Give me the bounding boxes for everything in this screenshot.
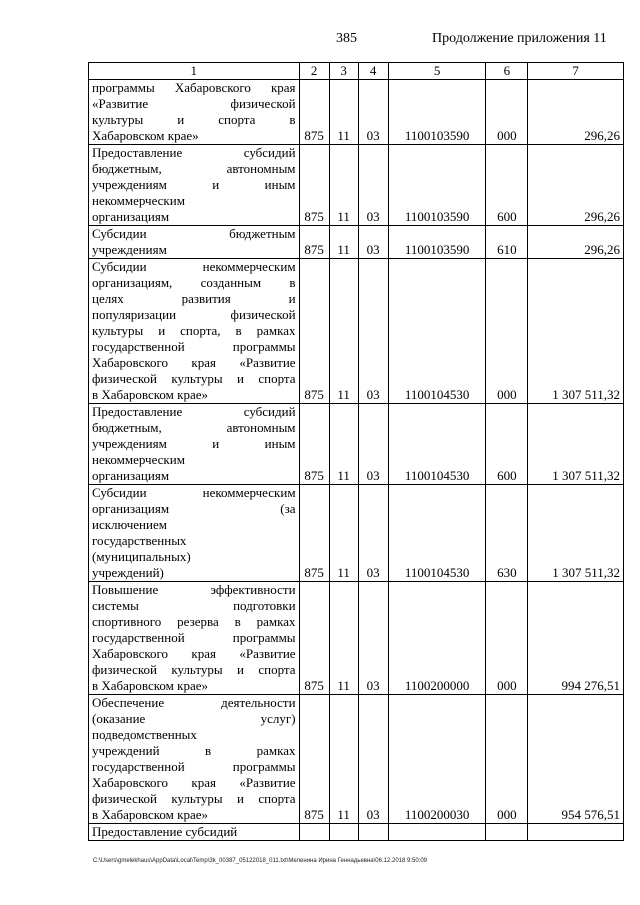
expense-name-line: физической культуры и спорта: [92, 791, 296, 806]
expense-type-cell: 600: [486, 404, 528, 485]
expense-name-line: Хабаровского края «Развитие: [92, 646, 296, 661]
amount-cell: 994 276,51: [528, 582, 624, 695]
expense-name-line: учреждений): [92, 565, 164, 580]
target-article-cell: 1100200000: [388, 582, 486, 695]
column-header: 7: [528, 63, 624, 80]
expense-name-line: Предоставление субсидий: [92, 145, 296, 160]
target-article-cell: [388, 824, 486, 841]
expense-name-line: Субсидии некоммерческим: [92, 259, 296, 274]
expense-name-cell: [89, 485, 300, 582]
section-code-cell: 11: [329, 485, 358, 582]
expense-type-cell: 000: [486, 80, 528, 145]
expense-type-cell: 000: [486, 582, 528, 695]
expense-name-line: учреждениям и иным: [92, 436, 296, 451]
table-row: [89, 226, 624, 259]
table-row: [89, 404, 624, 485]
expense-name-line: Хабаровского края «Развитие: [92, 775, 296, 790]
expense-name-line: государственных: [92, 533, 187, 548]
expense-name-line: целях развития и: [92, 291, 296, 306]
ministry-code-cell: [299, 824, 329, 841]
table-row: [89, 485, 624, 582]
expense-name-cell: [89, 145, 300, 226]
amount-cell: 296,26: [528, 80, 624, 145]
expense-name-line: бюджетным, автономным: [92, 420, 296, 435]
table-header-row: [89, 63, 624, 80]
amount-cell: 296,26: [528, 145, 624, 226]
expense-name-line: организациям, созданным в: [92, 275, 296, 290]
expense-name-line: Предоставление субсидий: [92, 824, 238, 839]
column-header: 4: [358, 63, 388, 80]
expense-name-line: подведомственных: [92, 727, 197, 742]
expense-name-line: (муниципальных): [92, 549, 191, 564]
ministry-code-cell: 875: [299, 80, 329, 145]
expense-type-cell: 000: [486, 259, 528, 404]
expense-name-line: учреждениям: [92, 242, 167, 257]
amount-cell: 954 576,51: [528, 695, 624, 824]
expense-name-line: учреждений в рамках: [92, 743, 296, 758]
expense-name-line: (оказание услуг): [92, 711, 296, 726]
expense-name-line: организациям: [92, 209, 170, 224]
expense-name-line: Обеспечение деятельности: [92, 695, 296, 710]
ministry-code-cell: 875: [299, 145, 329, 226]
expense-name-line: культуры и спорта, в рамках: [92, 323, 296, 338]
target-article-cell: 1100103590: [388, 145, 486, 226]
amount-cell: 296,26: [528, 226, 624, 259]
expense-name-cell: [89, 582, 300, 695]
expense-name-line: Хабаровского края «Развитие: [92, 355, 296, 370]
expense-name-line: Повышение эффективности: [92, 582, 296, 597]
section-code-cell: [329, 824, 358, 841]
section-code-cell: 11: [329, 404, 358, 485]
ministry-code-cell: 875: [299, 259, 329, 404]
table-row: [89, 695, 624, 824]
expense-type-cell: 630: [486, 485, 528, 582]
expense-type-cell: 610: [486, 226, 528, 259]
expense-name-line: государственной программы: [92, 339, 296, 354]
file-path-footer: C:\Users\gmelekhaus\AppData\Local\Temp\3k_00387_05122018_011.txt\Меленина Ирина Геннадьевна\06.12.2018 9:50:09: [93, 858, 428, 864]
column-header: 1: [89, 63, 300, 80]
section-code-cell: 11: [329, 226, 358, 259]
expense-name-line: бюджетным, автономным: [92, 161, 296, 176]
ministry-code-cell: 875: [299, 695, 329, 824]
section-code-cell: 11: [329, 80, 358, 145]
expense-name-line: физической культуры и спорта: [92, 371, 296, 386]
section-code-cell: 11: [329, 582, 358, 695]
appendix-title: Продолжение приложения 11: [432, 31, 607, 46]
expense-name-line: физической культуры и спорта: [92, 662, 296, 677]
expense-name-line: Предоставление субсидий: [92, 404, 296, 419]
ministry-code-cell: 875: [299, 226, 329, 259]
ministry-code-cell: 875: [299, 485, 329, 582]
subsection-code-cell: [358, 824, 388, 841]
column-header: 2: [299, 63, 329, 80]
table-row: [89, 259, 624, 404]
target-article-cell: 1100104530: [388, 259, 486, 404]
expense-type-cell: [486, 824, 528, 841]
target-article-cell: 1100200030: [388, 695, 486, 824]
expense-name-cell: [89, 226, 300, 259]
expense-name-line: культуры и спорта в: [92, 112, 296, 127]
expense-name-cell: [89, 695, 300, 824]
amount-cell: 1 307 511,32: [528, 404, 624, 485]
ministry-code-cell: 875: [299, 404, 329, 485]
expense-name-line: Субсидии бюджетным: [92, 226, 296, 241]
page-number: 385: [336, 31, 357, 46]
expense-name-line: организациям: [92, 468, 170, 483]
table-row: [89, 145, 624, 226]
expense-name-cell: [89, 824, 300, 841]
table-row: [89, 582, 624, 695]
section-code-cell: 11: [329, 259, 358, 404]
amount-cell: [528, 824, 624, 841]
ministry-code-cell: 875: [299, 582, 329, 695]
subsection-code-cell: 03: [358, 695, 388, 824]
expense-name-line: в Хабаровском крае»: [92, 387, 209, 402]
subsection-code-cell: 03: [358, 145, 388, 226]
expense-name-line: программы Хабаровского края: [92, 80, 296, 95]
subsection-code-cell: 03: [358, 404, 388, 485]
section-code-cell: 11: [329, 145, 358, 226]
column-header: 3: [329, 63, 358, 80]
amount-cell: 1 307 511,32: [528, 259, 624, 404]
expense-name-cell: [89, 80, 300, 145]
target-article-cell: 1100103590: [388, 80, 486, 145]
expense-name-cell: [89, 259, 300, 404]
expense-name-line: в Хабаровском крае»: [92, 678, 209, 693]
expense-name-line: в Хабаровском крае»: [92, 807, 209, 822]
table-row: [89, 80, 624, 145]
expense-name-line: государственной программы: [92, 759, 296, 774]
expense-name-line: некоммерческим: [92, 193, 185, 208]
subsection-code-cell: 03: [358, 80, 388, 145]
subsection-code-cell: 03: [358, 226, 388, 259]
expense-name-line: Хабаровском крае»: [92, 128, 199, 143]
column-header: 6: [486, 63, 528, 80]
expense-name-line: государственной программы: [92, 630, 296, 645]
expense-name-line: системы подготовки: [92, 598, 296, 613]
expense-type-cell: 000: [486, 695, 528, 824]
subsection-code-cell: 03: [358, 582, 388, 695]
section-code-cell: 11: [329, 695, 358, 824]
amount-cell: 1 307 511,32: [528, 485, 624, 582]
expense-name-cell: [89, 404, 300, 485]
expense-name-line: учреждениям и иным: [92, 177, 296, 192]
expense-type-cell: 600: [486, 145, 528, 226]
expense-name-line: «Развитие физической: [92, 96, 296, 111]
budget-table: [88, 62, 624, 841]
table-body: [89, 80, 624, 841]
subsection-code-cell: 03: [358, 259, 388, 404]
target-article-cell: 1100104530: [388, 485, 486, 582]
target-article-cell: 1100103590: [388, 226, 486, 259]
expense-name-line: организациям (за: [92, 501, 296, 516]
expense-name-line: спортивного резерва в рамках: [92, 614, 296, 629]
expense-name-line: популяризации физической: [92, 307, 296, 322]
expense-name-line: исключением: [92, 517, 167, 532]
column-header: 5: [388, 63, 486, 80]
expense-name-line: Субсидии некоммерческим: [92, 485, 296, 500]
subsection-code-cell: 03: [358, 485, 388, 582]
target-article-cell: 1100104530: [388, 404, 486, 485]
table-row: [89, 824, 624, 841]
expense-name-line: некоммерческим: [92, 452, 185, 467]
